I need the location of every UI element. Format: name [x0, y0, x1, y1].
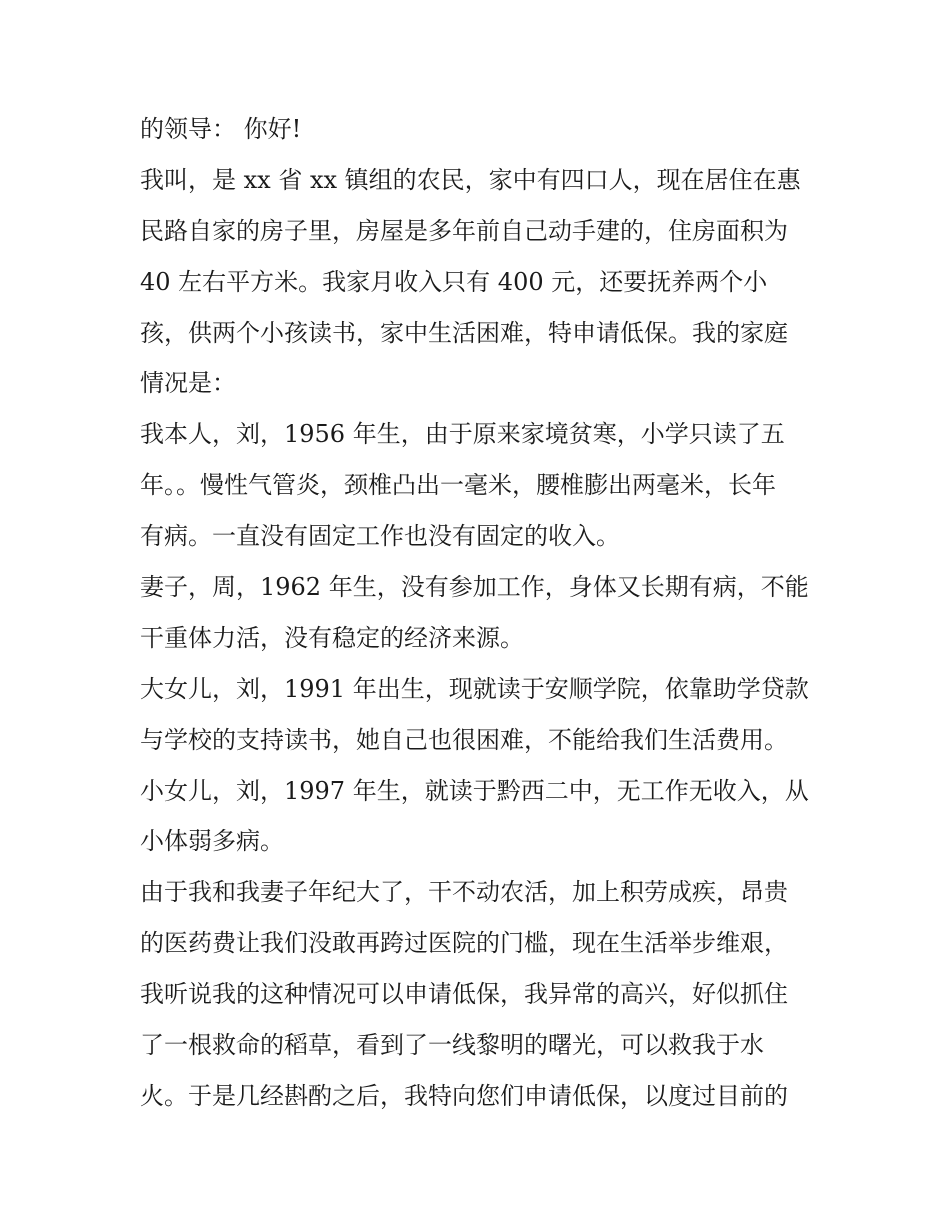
- text-line: 年。。慢性气管炎，颈椎凸出一毫米，腰椎膨出两毫米，长年: [140, 471, 776, 500]
- text-line: 与学校的支持读书，她自己也很困难，不能给我们生活费用。: [140, 725, 788, 754]
- document-body: [140, 104, 820, 1122]
- text-line: 由于我和我妻子年纪大了，干不动农活，加上积劳成疾，昂贵: [140, 878, 788, 907]
- text-line: 的医药费让我们没敢再跨过医院的门槛，现在生活举步维艰，: [140, 929, 788, 958]
- text-line: 情况是：: [140, 369, 236, 398]
- text-line: 孩，供两个小孩读书，家中生活困难，特申请低保。我的家庭: [140, 318, 788, 347]
- text-line: 妻子，周，1962 年生，没有参加工作，身体又长期有病，不能: [140, 573, 809, 602]
- text-line: 火。于是几经斟酌之后，我特向您们申请低保，以度过目前的: [140, 1081, 788, 1110]
- text-line: 小体弱多病。: [140, 827, 284, 856]
- text-line-greeting: 的领导： 你好!: [140, 115, 302, 143]
- text-line: 小女儿，刘，1997 年生，就读于黔西二中，无工作无收入，从: [140, 776, 809, 805]
- text-line: 我本人，刘，1956 年生，由于原来家境贫寒，小学只读了五: [140, 420, 785, 449]
- text-line: 有病。一直没有固定工作也没有固定的收入。: [140, 522, 620, 551]
- text-line: 大女儿，刘，1991 年出生，现就读于安顺学院，依靠助学贷款: [140, 674, 809, 703]
- text-line: 我叫，是 xx 省 xx 镇组的农民，家中有四口人，现在居住在惠: [140, 165, 801, 194]
- text-line: 40 左右平方米。我家月收入只有 400 元，还要抚养两个小: [140, 267, 768, 296]
- text-line: 我听说我的这种情况可以申请低保，我异常的高兴，好似抓住: [140, 980, 788, 1009]
- text-line: 民路自家的房子里，房屋是多年前自己动手建的，住房面积为: [140, 216, 788, 245]
- text-line: 干重体力活，没有稳定的经济来源。: [140, 623, 524, 652]
- text-line: 了一根救命的稻草，看到了一线黎明的曙光，可以救我于水: [140, 1031, 764, 1060]
